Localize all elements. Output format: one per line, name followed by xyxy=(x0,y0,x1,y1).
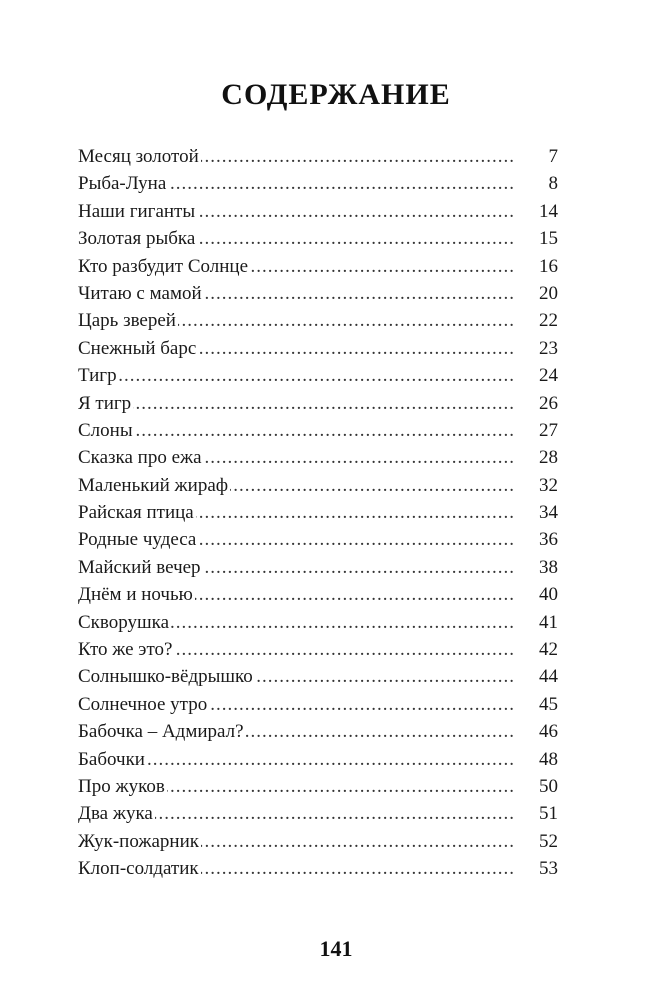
toc-entry-page: 40 xyxy=(518,581,558,608)
toc-entry-title: Слоны xyxy=(78,419,133,441)
toc-entry-page: 20 xyxy=(518,280,558,307)
toc-entry-page: 52 xyxy=(518,828,558,855)
toc-entry-title: Два жука xyxy=(78,803,153,825)
toc-entry-title: Про жуков xyxy=(78,775,165,797)
toc-entry-page: 34 xyxy=(518,499,558,526)
toc-entry-page: 28 xyxy=(518,444,558,471)
dot-leader xyxy=(78,417,514,444)
toc-entry xyxy=(78,362,558,389)
toc-entry xyxy=(78,773,558,800)
toc-entry xyxy=(78,609,558,636)
toc-entry xyxy=(78,554,558,581)
toc-entry xyxy=(78,526,558,553)
toc-entry-title: Солнышко-вёдрышко xyxy=(78,666,253,688)
toc-entry xyxy=(78,855,558,882)
toc-entry xyxy=(78,800,558,827)
toc-entry xyxy=(78,472,558,499)
toc-entry-title: Скворушка xyxy=(78,611,170,633)
toc-entry-title: Я тигр xyxy=(78,392,132,414)
toc-entry xyxy=(78,225,558,252)
toc-entry-page: 38 xyxy=(518,554,558,581)
toc-entry-page: 16 xyxy=(518,253,558,280)
toc-entry-title: Райская птица xyxy=(78,502,194,524)
dot-leader xyxy=(78,390,514,417)
toc-entry-title: Родные чудеса xyxy=(78,529,197,551)
toc-entry-page: 46 xyxy=(518,718,558,745)
toc-entry-page: 15 xyxy=(518,225,558,252)
toc-entry-title: Читаю с мамой xyxy=(78,282,202,304)
toc-entry-page: 14 xyxy=(518,198,558,225)
toc-entry-page: 27 xyxy=(518,417,558,444)
toc-entry-title: Бабочки xyxy=(78,748,145,770)
toc-entry-title: Царь зверей xyxy=(78,310,176,332)
page-title: СОДЕРЖАНИЕ xyxy=(221,78,451,111)
toc-entry xyxy=(78,444,558,471)
toc-entry xyxy=(78,307,558,334)
toc-entry-page: 50 xyxy=(518,773,558,800)
toc-entry-page: 41 xyxy=(518,609,558,636)
toc-entry-title: Жук-пожарник xyxy=(78,830,199,852)
toc-entry-page: 24 xyxy=(518,362,558,389)
toc-entry-title: Днём и ночью xyxy=(78,584,193,606)
toc-entry-title: Золотая рыбка xyxy=(78,228,196,250)
toc-entry-title: Рыба-Луна xyxy=(78,173,167,195)
toc-entry xyxy=(78,828,558,855)
toc-entry xyxy=(78,691,558,718)
toc-entry-page: 22 xyxy=(518,307,558,334)
toc-entry-title: Кто же это? xyxy=(78,639,173,661)
toc-entry-page: 23 xyxy=(518,335,558,362)
toc-entry xyxy=(78,280,558,307)
toc-entry xyxy=(78,335,558,362)
toc-entry-page: 8 xyxy=(518,170,558,197)
toc-entry-page: 44 xyxy=(518,663,558,690)
toc-entry-title: Месяц золотой xyxy=(78,146,199,167)
toc-entry xyxy=(78,253,558,280)
toc-entry xyxy=(78,417,558,444)
toc-entry-page: 7 xyxy=(518,143,558,170)
toc-entry-title: Тигр xyxy=(78,365,117,387)
toc-entry-title: Майский вечер xyxy=(78,556,201,578)
toc-entry-page: 36 xyxy=(518,526,558,553)
toc-entry xyxy=(78,636,558,663)
toc-entry xyxy=(78,143,558,170)
toc-entry-title: Маленький жираф xyxy=(78,474,229,496)
toc-entry-title: Кто разбудит Солнце xyxy=(78,255,248,277)
toc-entry-title: Сказка про ежа xyxy=(78,447,202,469)
toc-entry-title: Наши гиганты xyxy=(78,200,196,222)
toc-entry xyxy=(78,198,558,225)
toc-entry-title: Бабочка – Адмирал? xyxy=(78,721,244,743)
dot-leader xyxy=(78,362,514,389)
page-number: 141 xyxy=(319,936,353,961)
toc-entry xyxy=(78,170,558,197)
toc-entry-page: 51 xyxy=(518,800,558,827)
toc-entry-page: 53 xyxy=(518,855,558,882)
toc-entry xyxy=(78,499,558,526)
toc-entry xyxy=(78,581,558,608)
toc-entry-title: Снежный барс xyxy=(78,337,197,359)
toc-entry xyxy=(78,390,558,417)
toc-entry xyxy=(78,718,558,745)
table-of-contents xyxy=(78,143,558,883)
toc-entry-page: 32 xyxy=(518,472,558,499)
toc-entry-page: 26 xyxy=(518,390,558,417)
toc-entry-page: 48 xyxy=(518,746,558,773)
toc-entry-title: Клоп-солдатик xyxy=(78,858,199,880)
toc-entry-page: 42 xyxy=(518,636,558,663)
toc-entry xyxy=(78,746,558,773)
toc-entry-page: 45 xyxy=(518,691,558,718)
toc-entry-title: Солнечное утро xyxy=(78,693,208,715)
toc-entry xyxy=(78,663,558,690)
